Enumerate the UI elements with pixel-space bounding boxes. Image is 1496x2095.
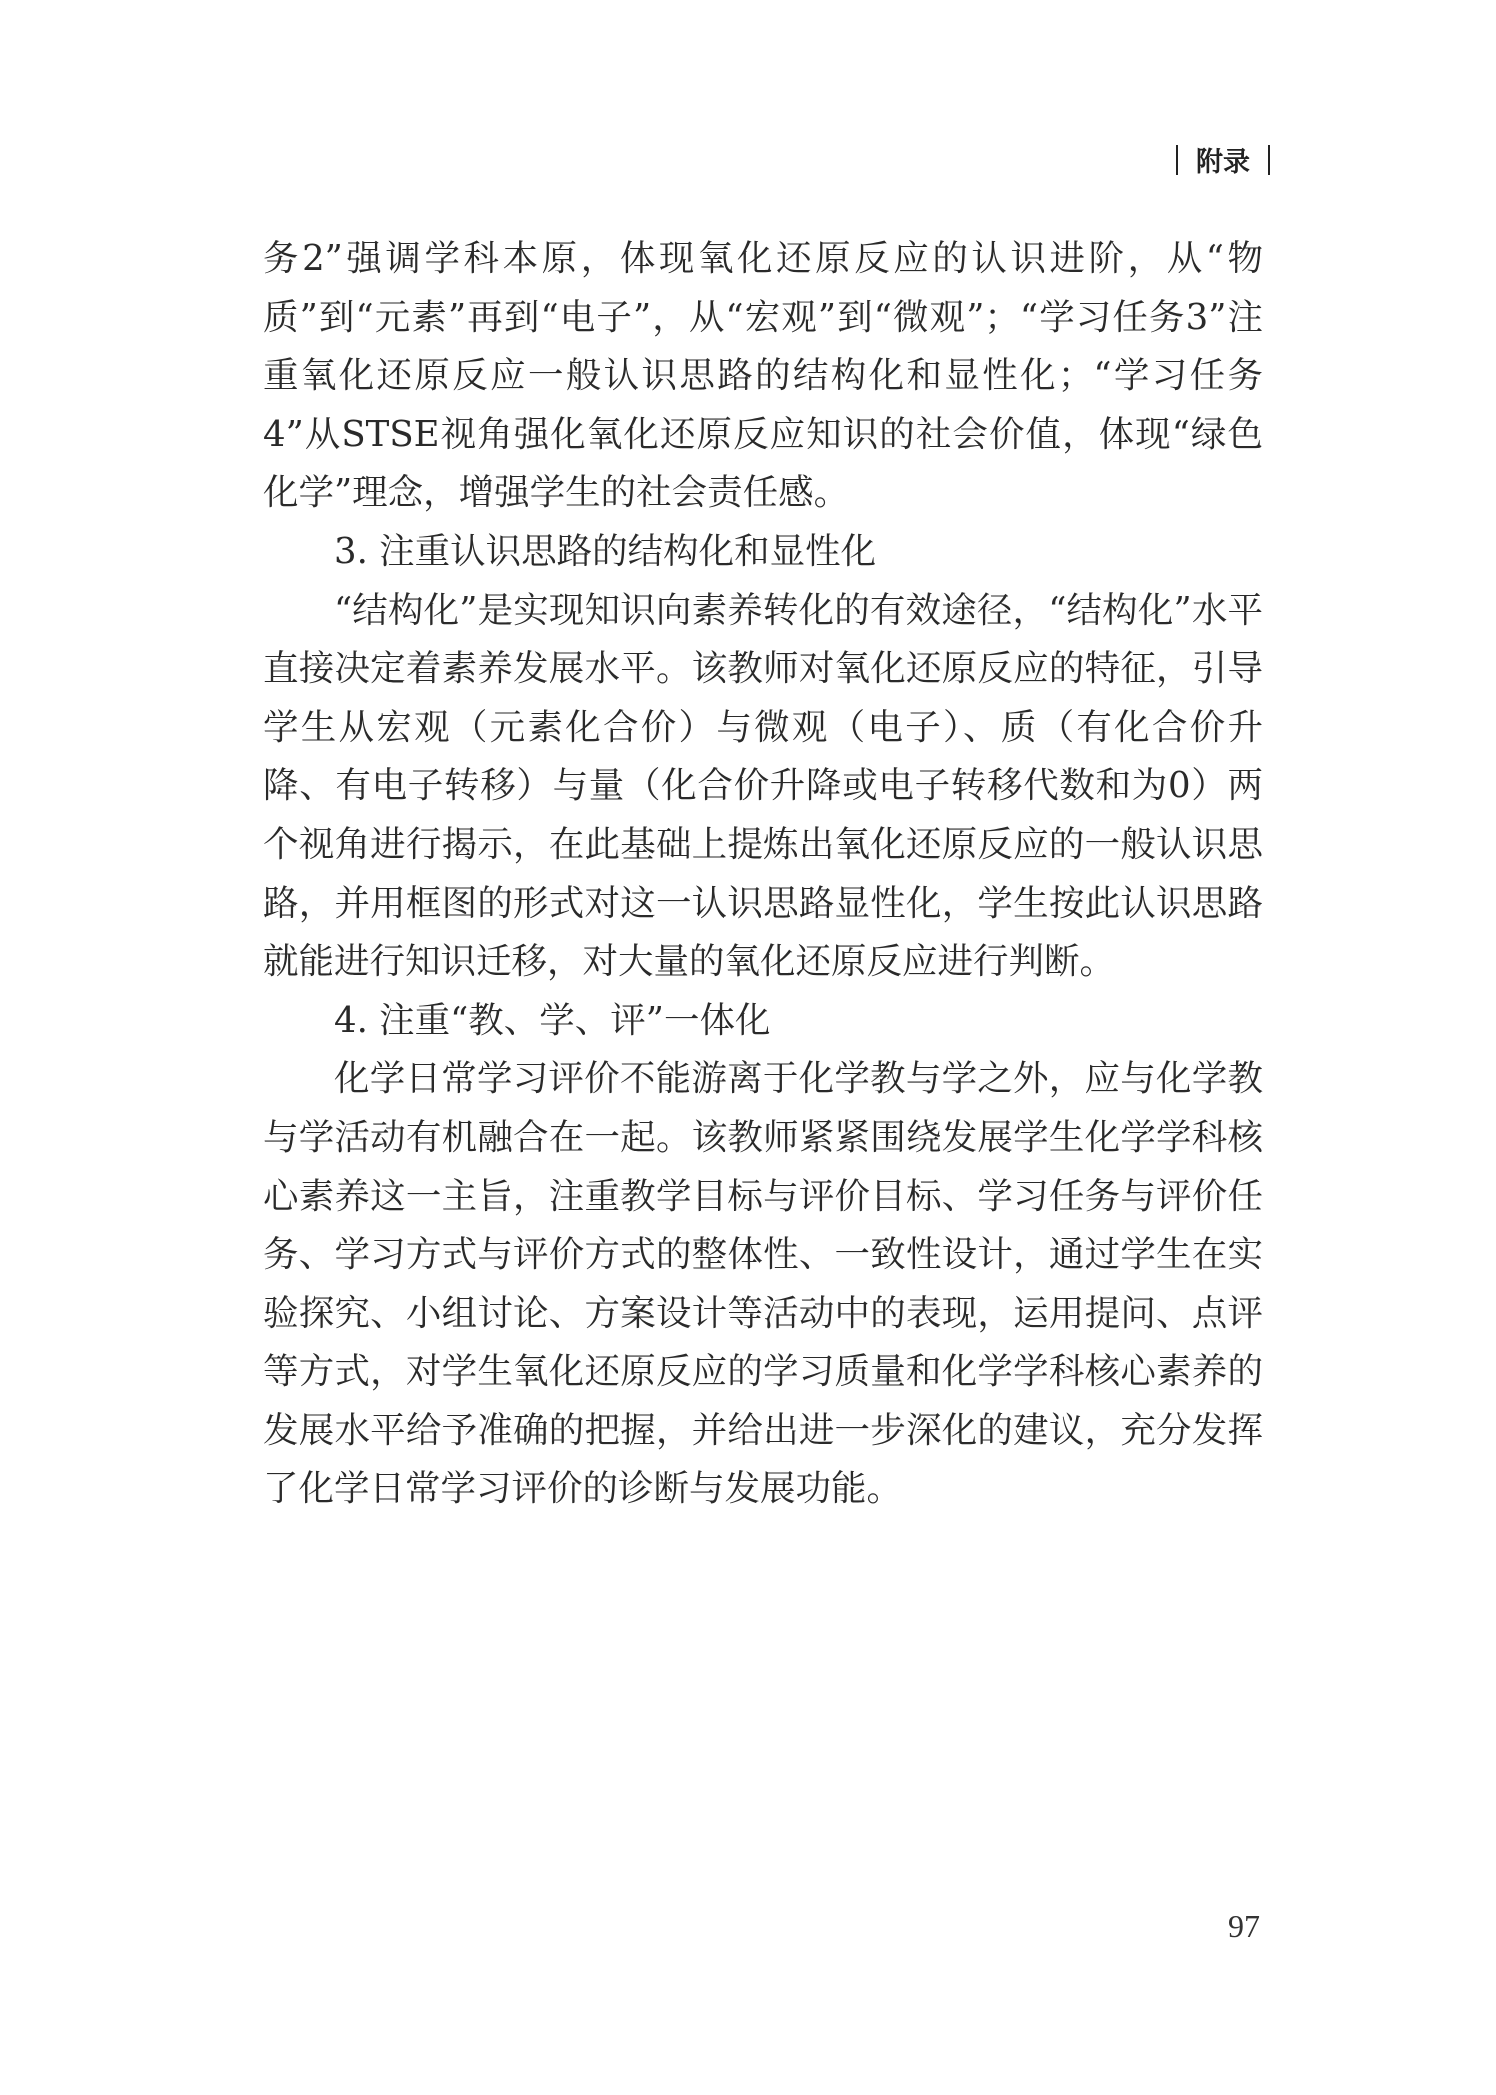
header-divider-right	[1268, 145, 1270, 175]
subheading-4: 4. 注重“教、学、评”一体化	[334, 999, 771, 1041]
body-text	[263, 230, 1263, 1519]
paragraph-continuation: 务2”强调学科本原，体现氧化还原反应的认识进阶，从“物质”到“元素”再到“电子”，从“宏观”到“微观”；“学习任务3”注重氧化还原反应一般认识思路的结构化和显性化；“学习任务4”从STSE视角强化氧化还原反应知识的社会价值，体现“绿色化学”理念，增强学生的社会责任感。	[263, 238, 1263, 514]
header-divider-left	[1176, 145, 1178, 175]
section-title: 附录	[1196, 147, 1250, 178]
paragraph-evaluation: 化学日常学习评价不能游离于化学教与学之外，应与化学教与学活动有机融合在一起。该教师紧紧围绕发展学生化学学科核心素养这一主旨，注重教学目标与评价目标、学习任务与评价任务、学习方式与评价方式的整体性、一致性设计，通过学生在实验探究、小组讨论、方案设计等活动中的表现，运用提问、点评等方式，对学生氧化还原反应的学习质量和化学学科核心素养的发展水平给予准确的把握，并给出进一步深化的建议，充分发挥了化学日常学习评价的诊断与发展功能。	[263, 1058, 1263, 1510]
subheading-3: 3. 注重认识思路的结构化和显性化	[334, 530, 877, 572]
page-number: 97	[1228, 1908, 1260, 1944]
running-header	[1176, 140, 1270, 179]
paragraph-structuring: “结构化”是实现知识向素养转化的有效途径，“结构化”水平直接决定着素养发展水平。该教师对氧化还原反应的特征，引导学生从宏观（元素化合价）与微观（电子）、质（有化合价升降、有电子转移）与量（化合价升降或电子转移代数和为0）两个视角进行揭示，在此基础上提炼出氧化还原反应的一般认识思路，并用框图的形式对这一认识思路显性化，学生按此认识思路就能进行知识迁移，对大量的氧化还原反应进行判断。	[263, 589, 1263, 983]
